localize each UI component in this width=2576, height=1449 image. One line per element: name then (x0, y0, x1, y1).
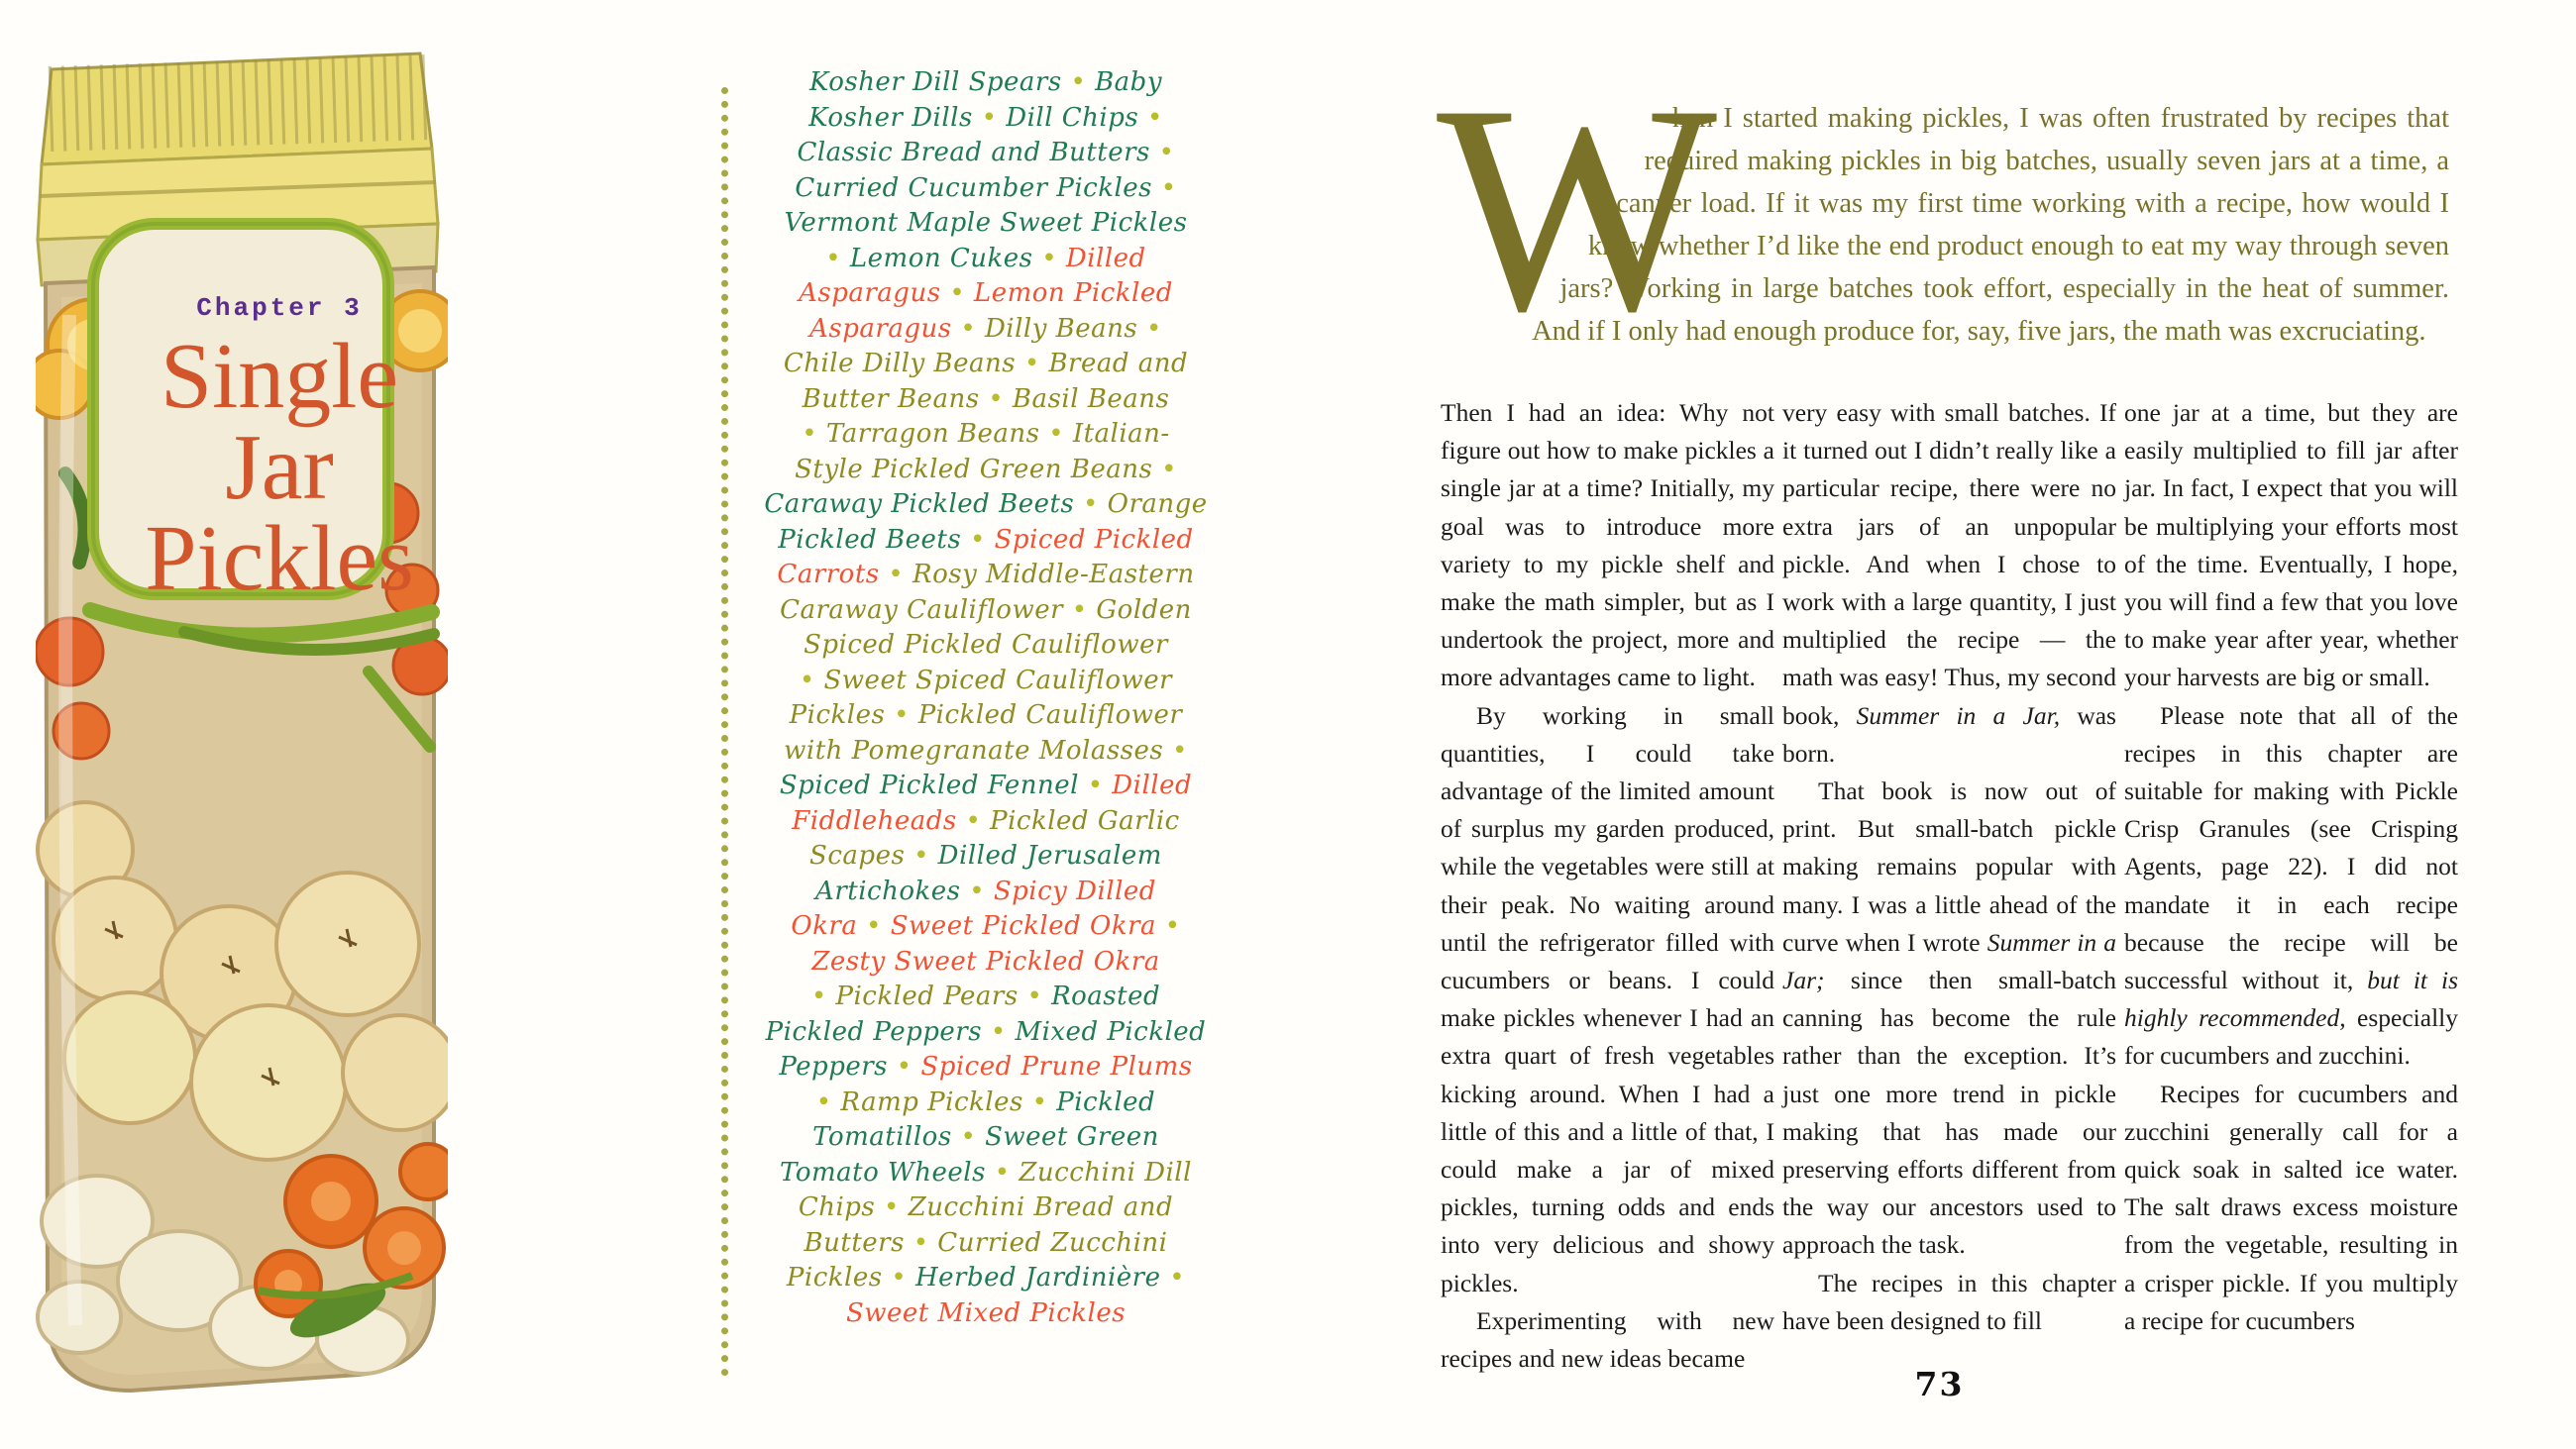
body-paragraph (1782, 773, 2116, 1265)
body-text: was born. (1782, 700, 2116, 768)
recipe-list-line (731, 1120, 1240, 1156)
list-bullet: • (888, 560, 905, 589)
recipe-name: Caraway Cauliflower (780, 594, 1064, 625)
recipe-name: Tomato Wheels (780, 1157, 986, 1188)
recipe-name: Roasted (1051, 982, 1161, 1011)
body-text: Recipes for cucumbers and zucchini generally call for a quick soak in salted ice water. The salt draws excess moisture from the vegetable, resulting in a crisper pickle. If you multiply a recipe for cucumbers (2124, 1079, 2458, 1335)
list-bullet: • (949, 278, 966, 308)
recipe-name: Chips (798, 1192, 876, 1222)
recipe-name: Spiced Pickled Cauliflower (804, 630, 1168, 660)
list-bullet: • (866, 911, 882, 941)
recipe-name: Asparagus (799, 278, 941, 308)
body-text: very easy with small batches. If it turned out I didn’t really like a particular recipe, there were no extra jars of an unpopular pickle. And when I chose to work with a large quantity, I just multiplied the recipe — the math was easy! Thus, my second book, (1782, 398, 2116, 730)
recipe-list-line (731, 417, 1240, 453)
chapter-label: Chapter 3 (196, 293, 363, 323)
recipe-name: Pickles (789, 700, 886, 730)
list-bullet: • (1158, 138, 1175, 167)
recipe-list-line (731, 1015, 1240, 1051)
recipe-name: Tarragon Beans (825, 419, 1040, 449)
list-bullet: • (988, 383, 1005, 414)
italic-text: Summer in a Jar; (1782, 927, 2116, 995)
list-bullet: • (896, 1052, 912, 1082)
body-text: By working in small quantities, I could take advantage of the limited amount of surplus my garden produced, while the vegetables were still at their peak. No waiting around until the refrigerator filled with cucumbers or beans. I could make pickles whenever I had an extra quart of fresh vegetables kicking around. When I had a little of this and a little of that, I could make a jar of mixed pickles, turning odds and ends into very delicious and showy pickles. (1441, 700, 1774, 1297)
recipe-name: Chile Dilly Beans (783, 349, 1017, 378)
recipe-name: Zucchini Dill (1019, 1157, 1192, 1188)
body-text: The recipes in this chapter have been designed to fill (1782, 1268, 2116, 1335)
body-paragraph (1441, 394, 1774, 697)
recipe-list-line (731, 453, 1240, 488)
body-paragraph (2124, 1076, 2458, 1340)
list-bullet: • (990, 1016, 1007, 1047)
list-bullet: • (825, 243, 842, 273)
recipe-name: Spiced Prune Plums (920, 1052, 1193, 1082)
recipe-name: Pickled Pears (835, 982, 1019, 1011)
recipe-name: Asparagus (809, 313, 952, 344)
list-bullet: • (891, 1263, 908, 1293)
intro-paragraph (1437, 44, 2449, 372)
recipe-name: Italian- (1072, 419, 1170, 449)
list-bullet: • (1026, 982, 1043, 1011)
list-bullet: • (1083, 489, 1099, 519)
recipe-name: Spiced Pickled Fennel (779, 771, 1079, 800)
list-bullet: • (960, 313, 977, 344)
recipe-list-line (731, 839, 1240, 875)
list-bullet: • (1087, 771, 1104, 800)
recipe-name: Pickled Garlic (990, 805, 1180, 836)
recipe-list-line (731, 698, 1240, 734)
recipe-list-line (731, 628, 1240, 664)
list-bullet: • (1160, 172, 1177, 203)
recipe-list-line (731, 312, 1240, 348)
body-paragraph (2124, 697, 2458, 1076)
body-text: one jar at a time, but they are easily multiplied to fill jar after jar. In fact, I expect that you will be multiplying your efforts most of the time. Eventually, I hope, you will find a few that you love to make year after year, whether your harvests are big or small. (2124, 398, 2458, 692)
recipe-name: Butter Beans (802, 383, 980, 414)
recipe-list-line (731, 1086, 1240, 1121)
recipe-name: Kosher Dill Spears (808, 67, 1062, 97)
body-paragraph (2124, 394, 2458, 697)
recipe-name: Curried Zucchini (937, 1227, 1168, 1258)
chapter-title (113, 325, 446, 611)
recipe-name: Vermont Maple Sweet Pickles (784, 208, 1188, 238)
recipe-name: Sweet Green (985, 1122, 1159, 1152)
recipe-list-line (731, 1296, 1240, 1332)
chapter-title-line-2: Jar (225, 416, 334, 520)
list-bullet: • (815, 1087, 832, 1117)
recipe-name: Orange (1107, 489, 1208, 519)
list-bullet: • (1164, 911, 1181, 941)
recipe-list-line (731, 769, 1240, 804)
recipe-list-line (731, 523, 1240, 559)
recipe-name: Basil Beans (1012, 383, 1170, 414)
recipe-list-line (731, 1050, 1240, 1086)
recipe-list-line (731, 65, 1240, 101)
list-bullet: • (994, 1157, 1011, 1188)
recipe-list-line (731, 171, 1240, 207)
recipe-list-line (731, 382, 1240, 418)
recipe-name: Zesty Sweet Pickled Okra (811, 946, 1160, 977)
recipe-list-line (731, 593, 1240, 629)
recipe-list-line (731, 487, 1240, 523)
recipe-name: Artichokes (815, 876, 961, 906)
recipe-list-line (731, 945, 1240, 981)
intro-text: hen I started making pickles, I was often frustrated by recipes that required making pickles in big batches, usually seven jars at a time, a canner load. If it was my first time working with a recipe, how would I know whether I’d like the end product enough to eat my way through seven jars? Working in large batches took effort, especially in the heat of summer. And if I only had enough produce for, say, five jars, the math was excruciating. (1532, 103, 2449, 347)
text-column-3 (2124, 394, 2458, 1340)
list-bullet: • (799, 665, 815, 695)
recipe-name: Sweet Pickled Okra (890, 911, 1157, 941)
recipe-name: Ramp Pickles (840, 1087, 1023, 1117)
drop-cap: W (1437, 44, 1718, 372)
recipe-name: Carrots (777, 560, 880, 589)
recipe-list-line (731, 136, 1240, 171)
list-bullet: • (1146, 313, 1162, 344)
list-bullet: • (913, 841, 929, 871)
recipe-name: Lemon Cukes (849, 243, 1033, 273)
list-bullet: • (894, 700, 910, 730)
recipe-name: Spiced Pickled (994, 524, 1194, 555)
italic-text: Summer in a Jar, (1856, 700, 2061, 730)
list-bullet: • (969, 876, 986, 906)
text-column-2 (1782, 394, 2116, 1340)
recipe-name: Herbed Jardinière (914, 1263, 1161, 1293)
recipe-name: Golden (1096, 594, 1192, 625)
list-bullet: • (1169, 1263, 1186, 1293)
recipe-name: Dilly Beans (984, 313, 1138, 344)
recipe-list-line (731, 242, 1240, 277)
recipe-list-line (731, 875, 1240, 910)
recipe-list-line (731, 664, 1240, 699)
chapter-title-line-3: Pickles (145, 507, 414, 611)
list-bullet: • (1172, 735, 1188, 766)
recipe-name: Lemon Pickled (973, 278, 1173, 308)
italic-text: but it is highly recommended, (2124, 966, 2458, 1033)
body-text: since then small-batch canning has become the rule rather than the exception. It’s just one more trend in pickle making that has made our preserving efforts different from the way our ancestors used to approach the task. (1782, 966, 2116, 1260)
recipe-list-line (731, 347, 1240, 382)
recipe-name: Pickled Cauliflower (917, 700, 1183, 730)
recipe-name: Pickled Peppers (765, 1016, 983, 1047)
body-text: That book is now out of print. But small-batch pickle making remains popular with many. I was a little ahead of the curve when I wrote (1782, 776, 2116, 957)
recipe-name: with Pomegranate Molasses (784, 735, 1164, 766)
chapter-label-wrap (131, 293, 428, 323)
recipe-name: Style Pickled Green Beans (795, 454, 1153, 484)
text-column-1 (1441, 394, 1774, 1378)
list-bullet: • (1023, 349, 1040, 378)
recipe-name: Sweet Spiced Cauliflower (823, 665, 1173, 695)
page-number: 73 (1914, 1365, 1965, 1403)
list-bullet: • (884, 1192, 900, 1222)
recipe-list (731, 65, 1240, 1331)
recipe-name: Sweet Mixed Pickles (845, 1297, 1127, 1328)
recipe-name: Dill Chips (1006, 102, 1139, 133)
recipe-list-line (731, 1261, 1240, 1296)
recipe-list-line (731, 804, 1240, 840)
recipe-list-line (731, 1190, 1240, 1226)
recipe-name: Classic Bread and Butters (797, 138, 1150, 167)
recipe-name: Tomatillos (812, 1122, 952, 1152)
recipe-name: Butters (804, 1227, 905, 1258)
body-paragraph (1782, 1265, 2116, 1340)
recipe-name: Baby (1095, 67, 1163, 97)
recipe-name: Kosher Dills (808, 102, 973, 133)
body-text: Please note that all of the recipes in this chapter are suitable for making with Pickle Crisp Granules (see Crisping Agents, page 22). I did not mandate it in each recipe because the recipe will be successful without it, (2124, 700, 2458, 995)
list-bullet: • (1146, 102, 1163, 133)
recipe-name: Zucchini Bread and (908, 1192, 1174, 1222)
list-bullet: • (981, 102, 998, 133)
recipe-list-line (731, 980, 1240, 1015)
recipe-name: Pickles (786, 1263, 883, 1293)
recipe-name: Mixed Pickled (1015, 1016, 1207, 1047)
list-bullet: • (960, 1122, 977, 1152)
recipe-list-line (731, 558, 1240, 593)
recipe-name: Pickled Beets (778, 524, 962, 555)
list-bullet: • (810, 982, 827, 1011)
list-bullet: • (1041, 243, 1058, 273)
recipe-name: Curried Cucumber Pickles (795, 172, 1152, 203)
list-bullet: • (969, 524, 986, 555)
recipe-name: Fiddleheads (792, 805, 957, 836)
list-bullet: • (1161, 454, 1177, 484)
recipe-name: Dilled (1112, 771, 1193, 800)
recipe-name: Rosy Middle-Eastern (912, 560, 1195, 589)
body-paragraph (1441, 1302, 1774, 1378)
recipe-name: Dilled (1065, 243, 1146, 273)
list-bullet: • (1031, 1087, 1048, 1117)
body-paragraph (1441, 697, 1774, 1302)
body-text: Then I had an idea: Why not figure out how to make pickles a single jar at a time? Initially, my goal was to introduce more variety to my pickle shelf and make the math simpler, but as I undertook the project, more and more advantages came to light. (1441, 398, 1774, 692)
body-paragraph (1782, 394, 2116, 773)
list-bullet: • (1071, 594, 1088, 625)
recipe-name: Caraway Pickled Beets (764, 489, 1075, 519)
recipe-name: Okra (791, 911, 858, 941)
jar-drawing (36, 48, 448, 1404)
chapter-title-line-1: Single (160, 325, 399, 428)
list-bullet: • (912, 1227, 929, 1258)
list-bullet: • (802, 419, 818, 449)
list-bullet: • (965, 805, 982, 836)
recipe-name: Pickled (1056, 1087, 1156, 1117)
recipe-list-line (731, 1226, 1240, 1262)
recipe-list-line (731, 101, 1240, 137)
body-text: especially for cucumbers and zucchini. (2124, 1003, 2458, 1071)
list-bullet: • (1048, 419, 1065, 449)
jar-illustration (36, 48, 448, 1404)
dotted-divider (721, 87, 728, 1377)
body-text: Experimenting with new recipes and new ideas became (1441, 1305, 1774, 1374)
recipe-name: Bread and (1048, 349, 1189, 378)
recipe-list-line (731, 909, 1240, 945)
recipe-name: Peppers (779, 1052, 889, 1082)
recipe-list-line (731, 276, 1240, 312)
recipe-name: Scapes (809, 841, 906, 871)
recipe-name: Spicy Dilled (993, 876, 1156, 906)
recipe-name: Dilled Jerusalem (937, 841, 1162, 871)
list-bullet: • (1070, 67, 1087, 97)
recipe-list-line (731, 1156, 1240, 1191)
recipe-list-line (731, 734, 1240, 770)
recipe-list-line (731, 206, 1240, 242)
